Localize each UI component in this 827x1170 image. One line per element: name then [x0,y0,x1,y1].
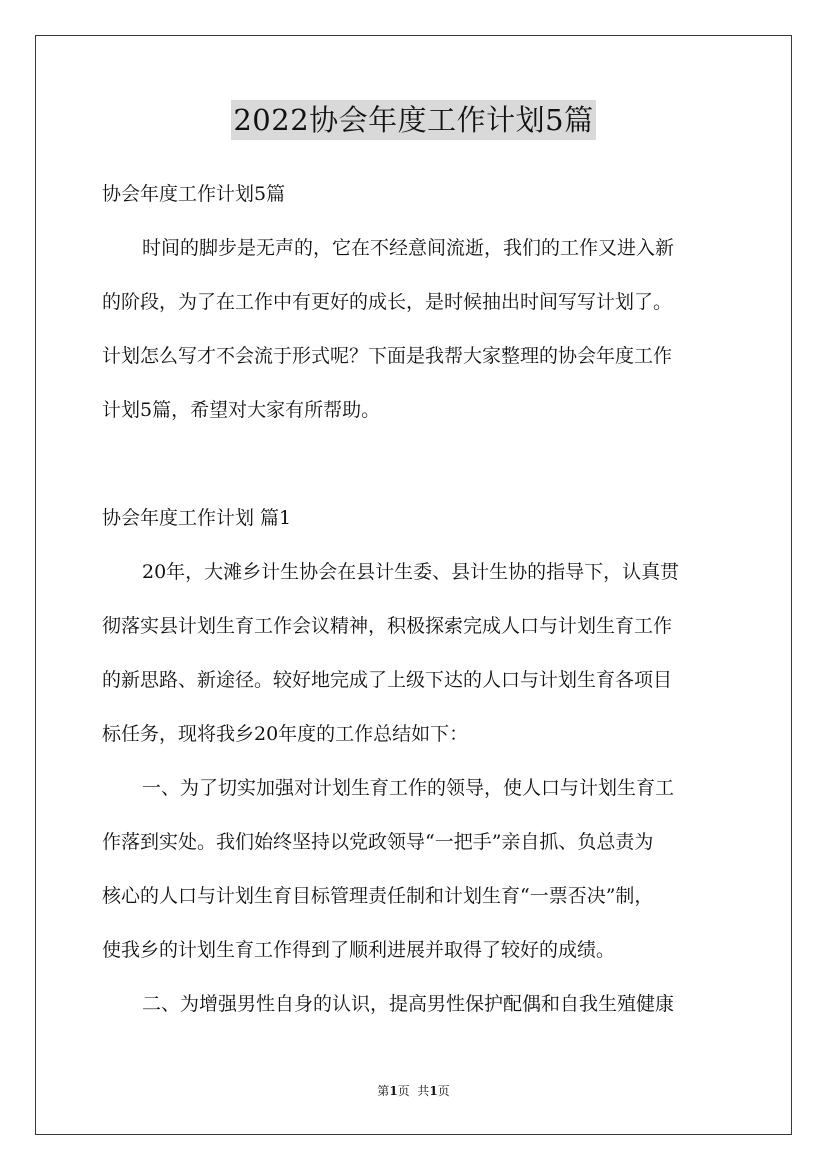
para1-line-1: 20年，大滩乡计生协会在县计生委、县计生协的指导下，认真贯 [142,561,680,583]
para1-line-3: 的新思路、新途径。较好地完成了上级下达的人口与计划生育各项目 [102,669,673,691]
footer-current-page: 1 [389,1084,398,1098]
section-heading: 协会年度工作计划 篇1 [102,507,292,529]
footer-total-pages: 1 [429,1084,438,1098]
document-heading: 协会年度工作计划5篇 [102,183,286,205]
document-title: 2022协会年度工作计划5篇 [231,100,595,140]
intro-line-1: 时间的脚步是无声的，它在不经意间流逝，我们的工作又进入新 [142,237,675,259]
para3-line-1: 二、为增强男性自身的认识，提高男性保护配偶和自我生殖健康 [142,993,675,1015]
intro-line-3: 计划怎么写才不会流于形式呢？下面是我帮大家整理的协会年度工作 [102,345,673,367]
para1-line-2: 彻落实县计划生育工作会议精神，积极探索完成人口与计划生育工作 [102,615,673,637]
para1-line-4: 标任务，现将我乡20年度的工作总结如下： [102,723,469,745]
intro-line-4: 计划5篇，希望对大家有所帮助。 [102,399,381,421]
footer-suffix: 页 [437,1084,450,1098]
footer-prefix: 第 [377,1084,390,1098]
intro-line-2: 的阶段，为了在工作中有更好的成长，是时候抽出时间写写计划了。 [102,291,673,313]
footer-mid: 页 共 [397,1084,430,1098]
title-container [0,100,827,140]
para2-line-4: 使我乡的计划生育工作得到了顺利进展并取得了较好的成绩。 [102,939,616,961]
para2-line-1: 一、为了切实加强对计划生育工作的领导，使人口与计划生育工 [142,777,675,799]
para2-line-3: 核心的人口与计划生育目标管理责任制和计划生育“一票否决”制， [102,885,654,907]
para2-line-2: 作落到实处。我们始终坚持以党政领导“一把手”亲自抓、负总责为 [102,831,654,853]
page-footer [0,1083,827,1099]
